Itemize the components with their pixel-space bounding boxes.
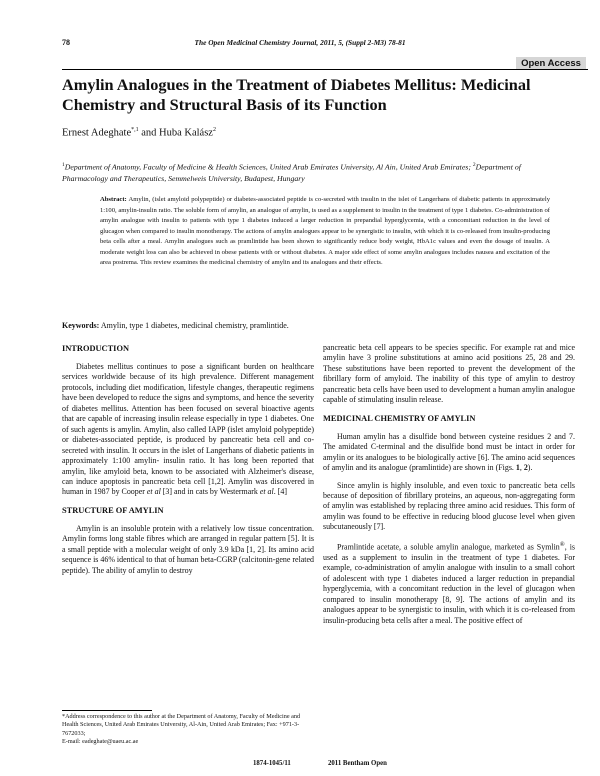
issn: 1874-1045/11 bbox=[253, 760, 291, 767]
journal-citation: The Open Medicinal Chemistry Journal, 2011, 5, (Suppl 2-M3) 78-81 bbox=[194, 38, 406, 47]
figure-link[interactable]: 2 bbox=[523, 463, 528, 473]
abstract-text: Amylin, (islet amyloid polypeptide) or diabetes-associated peptide is co-secreted with insulin in the islet of Langerhans of diabetic patients in approximately 1:100, amylin-insulin ratio. The soluble form of amylin, an analogue of amylin, is used as a supplement to insulin in the treatment of type 1 diabetes. Co-administration of amylin analogue with insulin to patients with type 1 diabetes induced a larger reduction in prepandial hyperglycemia, with a concomitant reduction in the level of glucagon when compared to insulin monotherapy. The actions of amylin analogues appear to be synergistic to insulin, with which it is co-released from insulin-producing beta cells after a meal. Amylin analogues such as pramlintide has been shown to significantly reduce body weight, HbA1c values and even the dosage of insulin. A moderate weight loss can also be achieved in obese patients with or without diabetes. A major side effect of some amylin analogues includes nausea and excitation of the area postrema. This review examines the medicinal chemistry of amylin and its analogues and their effects. bbox=[100, 196, 550, 266]
paragraph: Amylin is an insoluble protein with a relatively low tissue concentration. Amylin forms long stable fibres which are arranged in regular pattern [5]. It is a small peptide with a molecular weight of only 3.9 kDa [1, 2]. Its amino acid sequence is 46% identical to that of human beta-CGRP (calcitonin-gene related peptide). The ability of amylin to destroy bbox=[62, 523, 314, 575]
author-superscript: *,1 bbox=[131, 127, 139, 133]
paragraph: Human amylin has a disulfide bond between cysteine residues 2 and 7. The amidated C-terminal and the disulfide bond must be intact in order for amylin or its analogues to be biologically active [6]. The amino acid sequences of amylin and its analogue (pramlintide) are shown in (Figs. 1, 2). bbox=[323, 431, 575, 473]
affiliation-text: Department of Anatomy, Faculty of Medicine & Health Sciences, United Arab Emirates University, Al Ain, United Arab Emirates; bbox=[64, 162, 471, 172]
paragraph: pancreatic beta cell appears to be species specific. For example rat and mice amylin have 3 proline substitutions at amino acid positions 25, 28 and 29. These substitutions have been reported to prevent the development of the fibrillary form of amyloid. The inability of this type of amylin to destroy pancreatic beta cells have been used to development a human amylin analogue capable of stimulating insulin release. bbox=[323, 343, 575, 405]
abstract-label: Abstract: bbox=[100, 196, 127, 203]
paragraph: Pramlintide acetate, a soluble amylin analogue, marketed as Symlin®, is used as a supplement to insulin in the treatment of type 1 diabetes. For example, co-administration of amylin analogue with insulin to a small cohort of adolescent with type 1 diabetes induced a larger reduction in prepandial hyperglycemia, with a concomitant reduction in the level of glucagon when compared to insulin monotherapy [8, 9]. The actions of amylin and its analogues appear to be synergistic to insulin, with which it is co-released from insulin-producing beta cells after a meal. The positive effect of bbox=[323, 540, 575, 625]
footnote-rule bbox=[62, 710, 152, 711]
author-superscript: 2 bbox=[212, 127, 216, 133]
affiliation-marker: 1 bbox=[62, 162, 65, 168]
figure-link[interactable]: 1 bbox=[515, 463, 520, 473]
right-column bbox=[323, 343, 575, 626]
abstract bbox=[100, 195, 550, 269]
page-number: 78 bbox=[62, 38, 70, 47]
section-heading: INTRODUCTION bbox=[62, 344, 130, 353]
footnote-address: *Address correspondence to this author at the Department of Anatomy, Faculty of Medicine and Health Sciences, United Arab Emirates University, Al-Ain, United Arab Emirates; Fax: +971-3-7672033; bbox=[62, 713, 301, 737]
article-title: Amylin Analogues in the Treatment of Diabetes Mellitus: Medicinal Chemistry and Structural Basis of its Function bbox=[62, 75, 531, 114]
copyright: 2011 Bentham Open bbox=[328, 760, 387, 767]
affiliation-text: Department of Pharmacology and Therapeutics, Semmelweis University, Budapest, Hungary bbox=[62, 162, 521, 183]
keywords-text: Amylin, type 1 diabetes, medicinal chemistry, pramlintide. bbox=[100, 321, 289, 330]
header-rule bbox=[62, 69, 588, 70]
affiliations bbox=[62, 160, 562, 184]
section-heading: MEDICINAL CHEMISTRY OF AMYLIN bbox=[323, 413, 476, 423]
section-heading: STRUCTURE OF AMYLIN bbox=[62, 505, 164, 515]
keywords bbox=[62, 321, 562, 330]
correspondence-footnote bbox=[62, 713, 314, 747]
keywords-label: Keywords: bbox=[62, 321, 100, 330]
paragraph: Diabetes mellitus continues to pose a significant burden on healthcare services worldwide because of its high prevalence. Different management protocols, including diet modification, lifestyle changes, therapeutic regimens have been developed to reduce the signs and symptoms, and hence the severity of diabetes mellitus. Attention has been focused on several bioactive agents that are capable of increasing insulin release especially in type 1 diabetes. One of such agents is amylin. Amylin, also called IAPP (islet amyloid polypeptide) or diabetes-associated peptide, is produced by pancreatic beta cell and co-secreted with insulin. It occurs in the islet of Langerhans of diabetic patients in approximately 1:100 amylin- insulin ratio. It has long been reported that amylin, like amyloid beta, known to be associated with Alzheimer's disease, can induce apoptosis in pancreatic beta cell [1,2]. Amylin was discovered in human in 1987 by Cooper et al [3] and in cats by Westermark et al. [4] bbox=[62, 362, 314, 497]
footnote-email[interactable]: E-mail: eadeghate@uaeu.ac.ae bbox=[62, 738, 139, 746]
authors bbox=[62, 127, 216, 139]
open-access-badge: Open Access bbox=[516, 57, 586, 70]
author-name: and Huba Kalász bbox=[141, 127, 213, 139]
paragraph: Since amylin is highly insoluble, and even toxic to pancreatic beta cells because of deposition of fibrillary proteins, an aqueous, non-aggregating form of amylin was established by replacing three amino acid residues. This form of amylin was found to be effective in reducing blood glucose level when given subcutaneously [7]. bbox=[323, 480, 575, 532]
author-name: Ernest Adeghate bbox=[62, 127, 132, 139]
affiliation-marker: 2 bbox=[472, 162, 476, 168]
left-column bbox=[62, 343, 314, 576]
